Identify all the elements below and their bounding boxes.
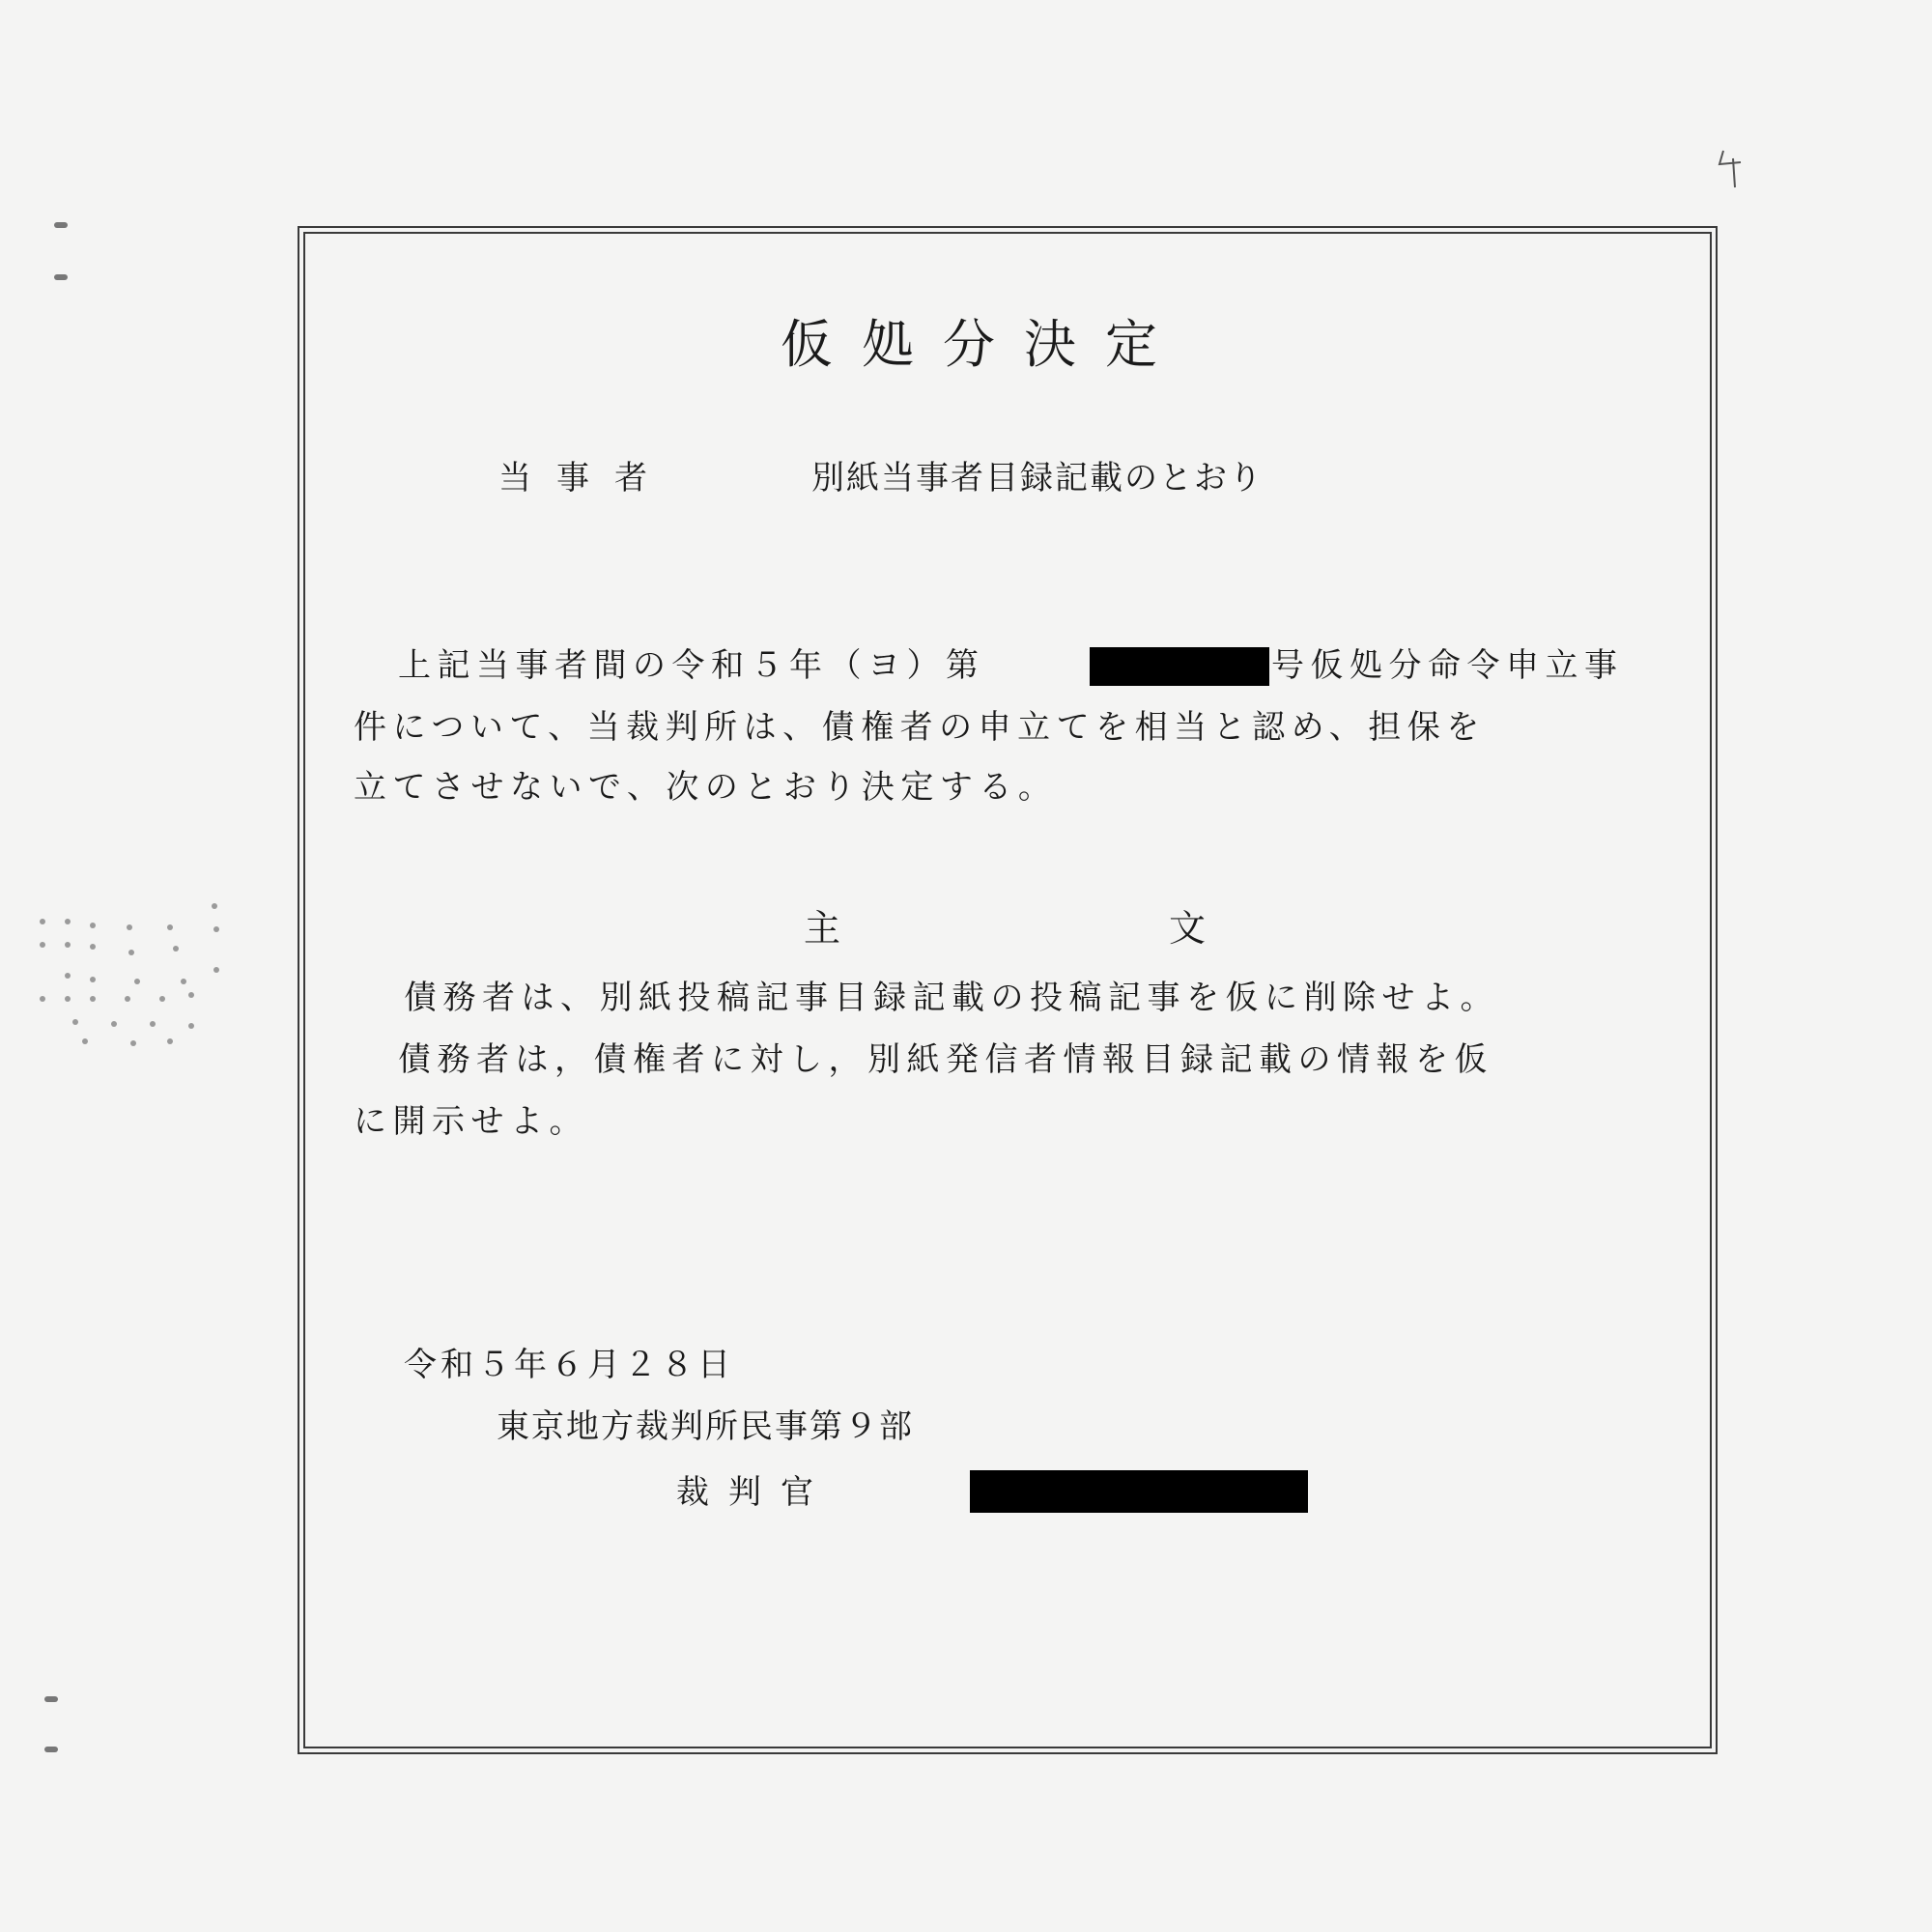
parties-label: 当事者	[498, 459, 672, 497]
main-text-line-2: 債務者は，債権者に対し，別紙発信者情報目録記載の情報を仮	[398, 1040, 1493, 1079]
intro-line-1: 上記当事者間の令和５年（ヨ）第	[398, 646, 985, 685]
main-text-line-3: に開示せよ。	[354, 1102, 588, 1141]
court-name: 東京地方裁判所民事第９部	[497, 1407, 914, 1446]
staple-mark	[54, 222, 68, 228]
judge-label: 裁判官	[676, 1473, 833, 1512]
parties-value: 別紙当事者目録記載のとおり	[811, 459, 1264, 497]
document-title: 仮処分決定	[781, 314, 1186, 375]
intro-line-2: 件について、当裁判所は、債権者の申立てを相当と認め、担保を	[354, 708, 1486, 747]
intro-line-3: 立てさせないで、次のとおり決定する。	[354, 768, 1058, 807]
dot-pattern	[39, 898, 232, 1053]
main-text-line-1: 債務者は、別紙投稿記事目録記載の投稿記事を仮に削除せよ。	[404, 979, 1499, 1017]
staple-mark	[44, 1696, 58, 1702]
main-heading-right: 文	[1169, 907, 1207, 950]
redaction-case-number	[1090, 647, 1269, 686]
intro-line-1-continued: 号仮処分命令申立事	[1271, 646, 1624, 685]
main-heading-left: 主	[804, 907, 841, 950]
staple-mark	[54, 274, 68, 280]
decision-date: 令和５年６月２８日	[404, 1346, 734, 1384]
staple-mark	[44, 1747, 58, 1752]
handwritten-mark	[1716, 145, 1754, 197]
redaction-judge-name	[970, 1470, 1308, 1513]
